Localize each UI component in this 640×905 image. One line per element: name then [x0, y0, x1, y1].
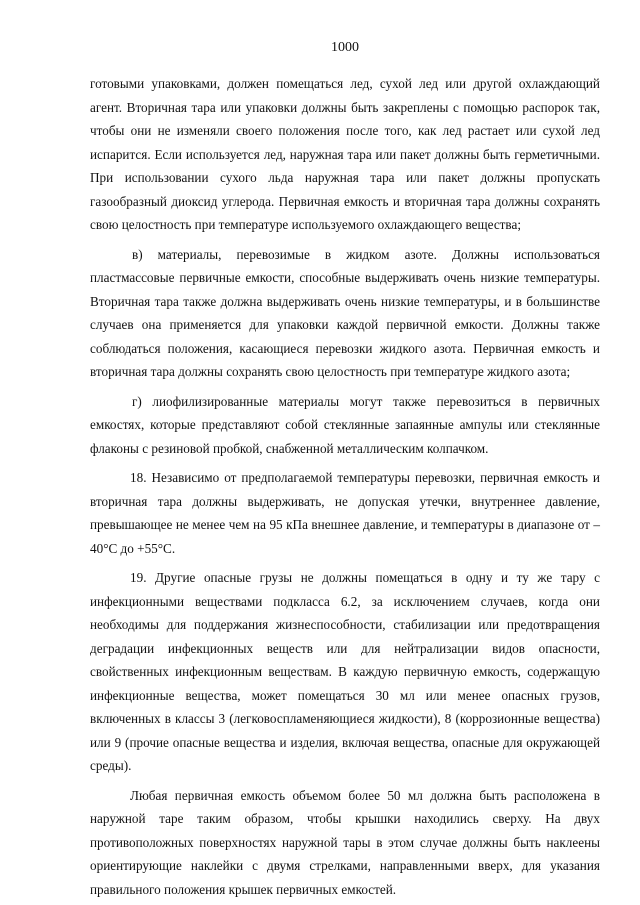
paragraph-continuation: готовыми упаковками, должен помещаться лед, сухой лед или другой охлаждающий агент. Вторичная тара или упаковки должны быть закреплены с помощью распорок так, чтобы они не изменяли своего положения после того, как лед растает или сухой лед испарится. Если используется лед, наружная тара или пакет должны быть герметичными. При использовании сухого льда наружная тара или пакет должны пропускать газообразный диоксид углерода. Первичная емкость и вторичная тара должны сохранять свою целостность при температуре используемого охлаждающего вещества; [90, 76, 600, 232]
paragraph-18: 18. Независимо от предполагаемой температуры перевозки, первичная емкость и вторичная тара должны выдерживать, не допуская утечки, внутреннее давление, превышающее не менее чем на 95 кПа внешнее давление, и температуры в диапазоне от –40°C до +55°C. [90, 470, 600, 556]
paragraph-primary-vessel: Любая первичная емкость объемом более 50 мл должна быть расположена в наружной таре таким образом, чтобы крышки находились сверху. На двух противоположных поверхностях наружной тары в этом случае должны быть наклеены ориентирующие наклейки с двумя стрелками, направленными вверх, для указания правильного положения крышек первичных емкостей. [90, 787, 600, 897]
document-body [90, 72, 600, 901]
paragraph-item-g: г) лиофилизированные материалы могут также перевозиться в первичных емкостях, которые представляют собой стеклянные запаянные ампулы или стеклянные флаконы с резиновой пробкой, снабженной металлическим колпачком. [90, 393, 600, 456]
paragraph-item-v: в) материалы, перевозимые в жидком азоте. Должны использоваться пластмассовые первичные емкости, способные выдерживать очень низкие температуры. Вторичная тара также должна выдерживать очень низкие температуры, и в большинстве случаев она применяется для упаковки каждой первичной емкости. Должны также соблюдаться положения, касающиеся перевозки жидкого азота. Первичная емкость и вторичная тара должны сохранять свою целостность при температуре жидкого азота; [90, 246, 600, 379]
page-number: 1000 [331, 40, 359, 55]
paragraph-19: 19. Другие опасные грузы не должны помещаться в одну и ту же тару с инфекционными веществами подкласса 6.2, за исключением случаев, когда они необходимы для поддержания жизнеспособности, стабилизации или предотвращения деградации инфекционных веществ или для нейтрализации видов опасности, свойственных инфекционным веществам. В каждую первичную емкость, содержащую инфекционные вещества, может помещаться 30 мл или менее опасных грузов, включенных в классы 3 (легковоспламеняющиеся жидкости), 8 (коррозионные вещества) или 9 (прочие опасные вещества и изделия, включая вещества, опасные для окружающей среды). [90, 570, 600, 773]
